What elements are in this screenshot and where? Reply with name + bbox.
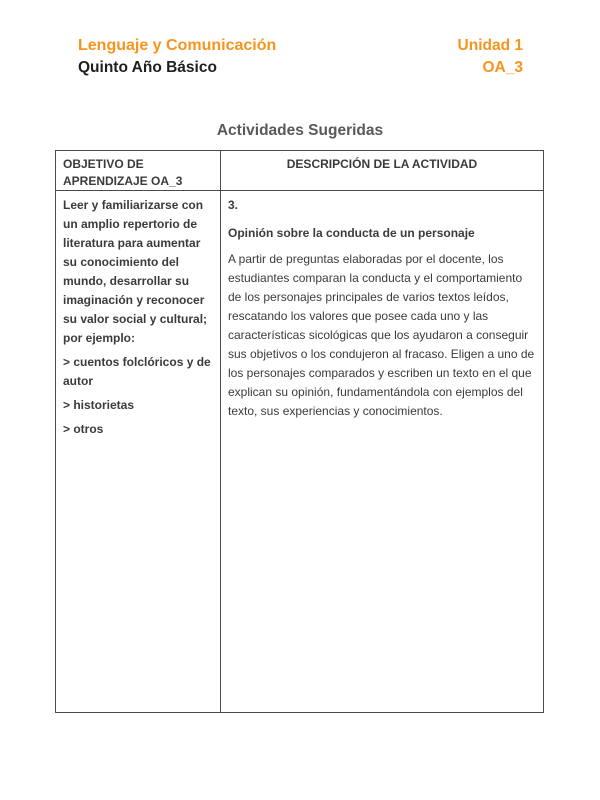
activities-table bbox=[55, 150, 544, 713]
header-right-block bbox=[458, 35, 523, 79]
subject-title: Lenguaje y Comunicación bbox=[78, 37, 277, 54]
oa-label: OA_3 bbox=[482, 59, 523, 76]
grade-level: Quinto Año Básico bbox=[78, 59, 217, 76]
activity-cell bbox=[221, 191, 543, 712]
header-left-block bbox=[78, 35, 276, 79]
objective-column-header: OBJETIVO DE APRENDIZAJE OA_3 bbox=[56, 151, 221, 190]
table-body-row bbox=[56, 191, 543, 712]
description-column-header: DESCRIPCIÓN DE LA ACTIVIDAD bbox=[286, 157, 478, 171]
objective-bullet: > historietas bbox=[63, 398, 135, 412]
page-title: Actividades Sugeridas bbox=[216, 122, 384, 139]
activity-number: 3. bbox=[228, 198, 239, 212]
table-header-row bbox=[56, 151, 543, 191]
objective-bullet: > cuentos folclóricos y de autor bbox=[63, 355, 211, 388]
activity-description: A partir de preguntas elaboradas por el docente, los estudiantes comparan la conducta y el comportamiento de los personajes principales de varios textos leídos, rescatando los valores que posee cada uno y las características sicológicas que los ayudaron a conseguir sus objetivos o los condujeron al fracaso. Eligen a uno de los personajes comparados y escriben un texto en el que explican su opinión, fundamentándola con ejemplos del texto, sus experiencias y conocimientos. bbox=[228, 252, 535, 418]
activity-title: Opinión sobre la conducta de un personaje bbox=[228, 226, 475, 240]
document-header bbox=[78, 35, 523, 79]
objective-bullet: > otros bbox=[63, 422, 104, 436]
objective-cell bbox=[56, 191, 221, 712]
unit-label: Unidad 1 bbox=[457, 37, 523, 54]
objective-paragraph: Leer y familiarizarse con un amplio repertorio de literatura para aumentar su conocimiento del mundo, desarrollar su imaginación y reconocer su valor social y cultural; por ejemplo: bbox=[63, 198, 208, 345]
